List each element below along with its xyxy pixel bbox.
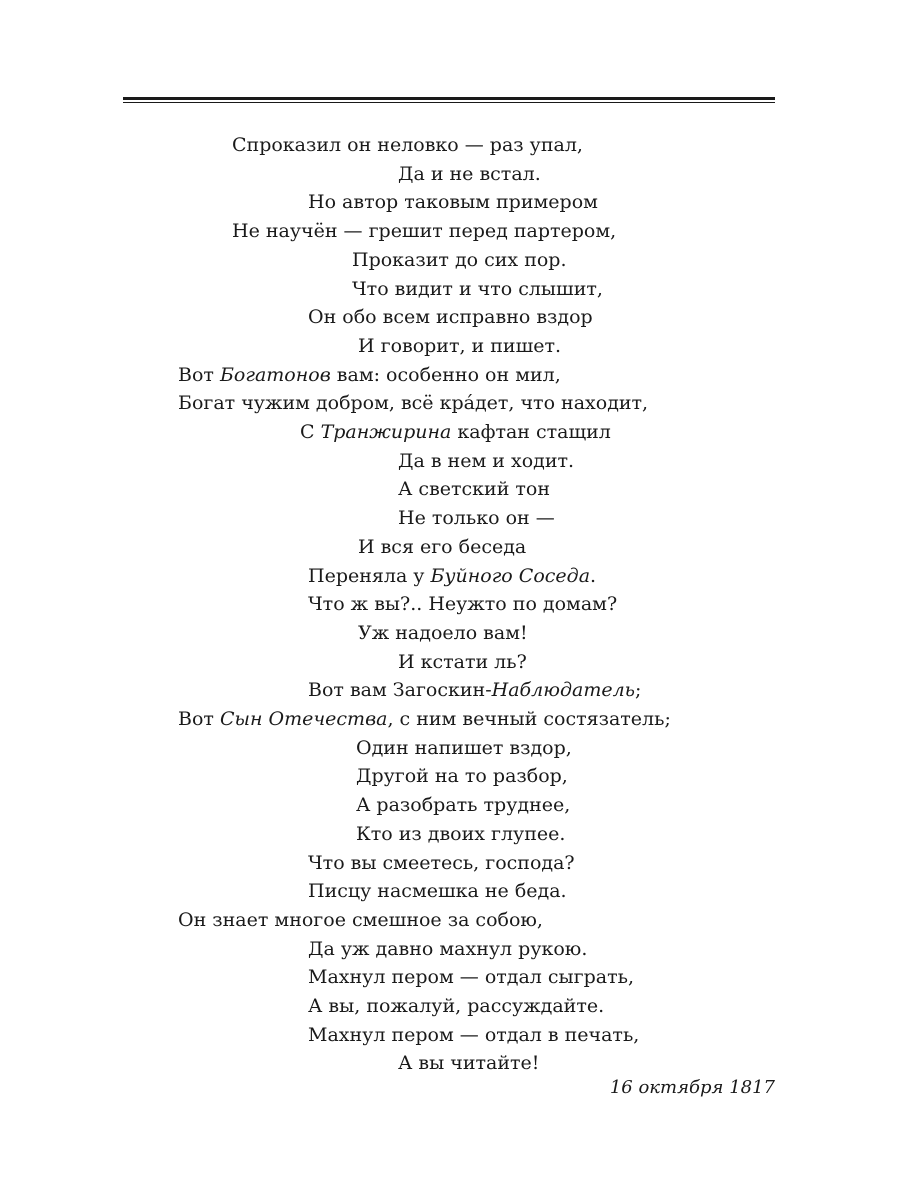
verse-line (356, 820, 565, 848)
verse-fragment: И вся его беседа (358, 535, 527, 558)
verse-fragment: Не научён — грешит перед партером, (232, 220, 617, 243)
verse-fragment: кафтан стащил (451, 421, 611, 443)
verse-fragment: Что видит и что слышит, (352, 277, 603, 300)
verse-fragment: Да уж давно махнул рукою. (308, 937, 588, 960)
verse-fragment: А разобрать труднее, (356, 794, 571, 817)
verse-fragment: Писцу насмешка не беда. (308, 880, 567, 903)
verse-fragment: Проказит до сих пор. (352, 248, 567, 271)
verse-line (398, 447, 574, 475)
verse-fragment: ; (635, 679, 642, 702)
verse-fragment: Махнул пером — отдал в печать, (308, 1023, 640, 1046)
verse-line (356, 734, 572, 762)
verse-fragment: Уж надоело вам! (358, 621, 528, 644)
verse-line (356, 762, 568, 790)
verse-fragment: С (300, 421, 321, 443)
verse-fragment: Да и не встал. (398, 162, 541, 185)
verse-line (308, 992, 604, 1020)
verse-line (308, 676, 641, 704)
verse-fragment: А светский тон (398, 478, 551, 501)
verse-line (308, 963, 634, 991)
verse-italic-fragment: Буйного Соседа (430, 564, 591, 587)
verse-line (178, 705, 671, 733)
verse-line (178, 389, 648, 417)
verse-fragment: . (590, 564, 597, 587)
verse-line (352, 275, 603, 303)
verse-line (308, 1021, 639, 1049)
verse-line (232, 217, 616, 245)
verse-fragment: Богат чужим добром, всё кра́дет, что находит, (178, 392, 649, 415)
verse-line (398, 648, 527, 676)
verse-line (308, 303, 593, 331)
verse-line (308, 590, 617, 618)
verse-fragment: Вот вам Загоскин- (308, 679, 492, 702)
verse-line (308, 935, 587, 963)
verse-fragment: Что вы смеетесь, господа? (308, 851, 575, 874)
verse-fragment: вам: особенно он мил, (330, 363, 561, 386)
verse-line (398, 504, 555, 532)
verse-line (178, 906, 543, 934)
verse-fragment: Что ж вы?.. Неужто по домам? (308, 593, 618, 616)
verse-fragment: Вот (178, 708, 220, 730)
verse-line (358, 533, 526, 561)
verse-fragment: Но автор таковым примером (308, 191, 598, 214)
verse-italic-fragment: Богатонов (219, 363, 331, 386)
verse-fragment: Кто из двоих глупее. (356, 822, 566, 845)
poem-date: 16 октября 1817 (609, 1077, 775, 1098)
verse-fragment: Другой на то разбор, (356, 765, 568, 788)
verse-fragment: А вы читайте! (398, 1052, 540, 1075)
verse-fragment: Да в нем и ходит. (398, 449, 575, 472)
verse-line (358, 619, 528, 647)
verse-italic-fragment: Наблюдатель (491, 679, 636, 702)
verse-line (232, 131, 583, 159)
verse-fragment: Переняла у (308, 564, 431, 587)
verse-fragment: Один напишет вздор, (356, 736, 572, 759)
verse-line (352, 246, 567, 274)
verse-line (300, 418, 611, 446)
verse-fragment: А вы, пожалуй, рассуждайте. (308, 995, 605, 1017)
verse-line (358, 332, 561, 360)
verse-fragment: И кстати ль? (398, 650, 527, 673)
verse-italic-fragment: Транжирина (320, 421, 452, 443)
verse-fragment: , с ним вечный состязатель; (387, 708, 671, 730)
verse-line (308, 562, 596, 590)
verse-fragment: Спроказил он неловко — раз упал, (232, 134, 583, 156)
verse-line (398, 475, 550, 503)
verse-fragment: Не только он — (398, 507, 555, 530)
verse-line (398, 1049, 539, 1077)
verse-line (308, 188, 598, 216)
verse-line (308, 877, 567, 905)
verse-line (178, 361, 561, 389)
verse-fragment: И говорит, и пишет. (358, 334, 562, 357)
verse-line (398, 160, 541, 188)
verse-italic-fragment: Сын Отечества (219, 708, 388, 730)
verse-fragment: Он знает многое смешное за собою, (178, 908, 543, 931)
verse-line (308, 849, 575, 877)
verse-fragment: Вот (178, 363, 220, 386)
verse-line (356, 791, 570, 819)
verse-fragment: Махнул пером — отдал сыграть, (308, 966, 635, 989)
verse-fragment: Он обо всем исправно вздор (308, 306, 593, 329)
